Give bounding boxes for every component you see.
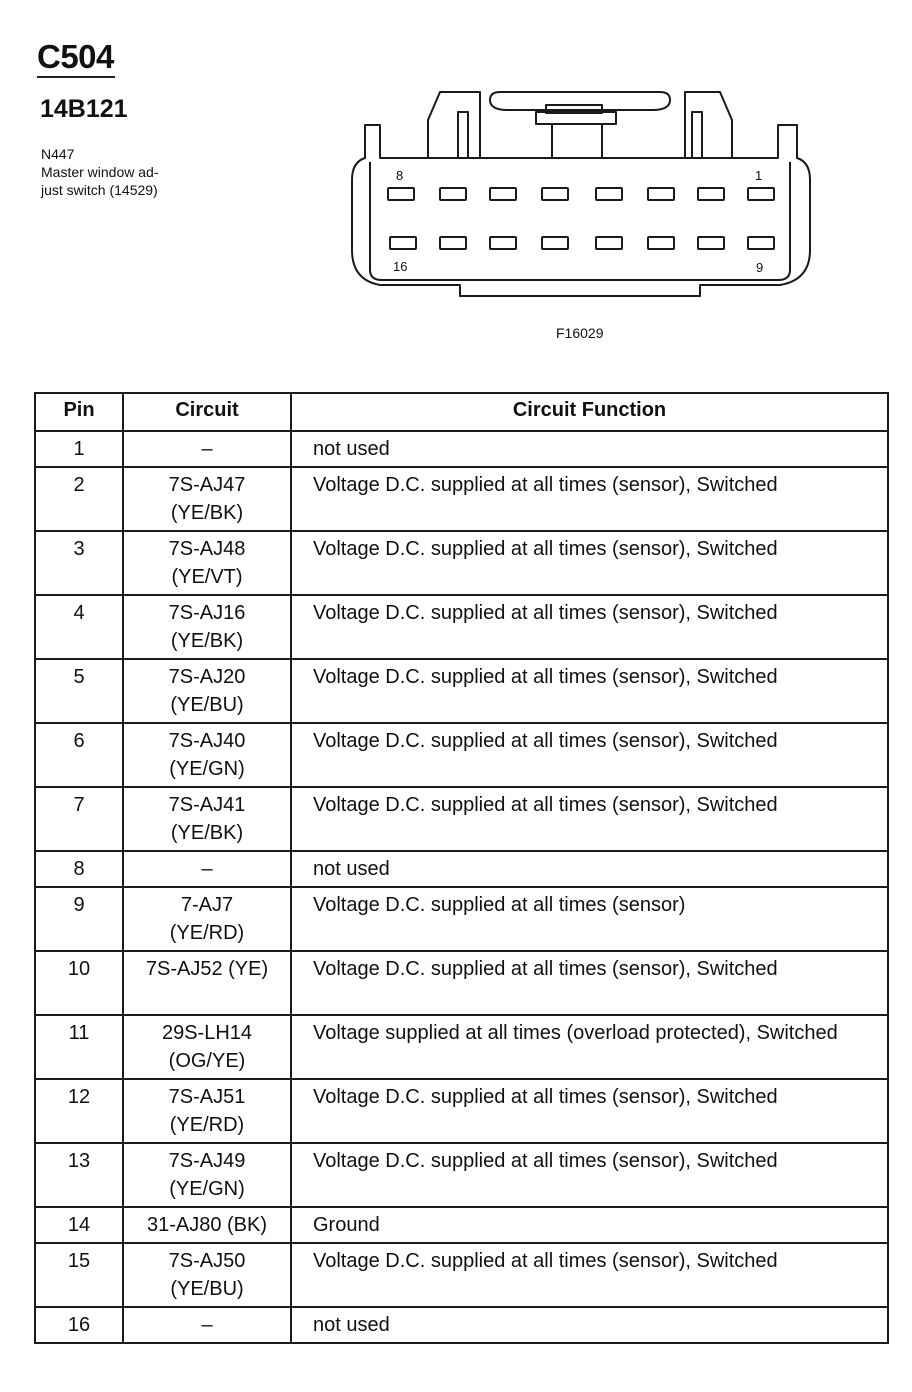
circuit-cell [123,595,291,659]
circuit-cell [123,1243,291,1307]
figure-label: F16029 [556,325,604,341]
circuit-function: Voltage D.C. supplied at all times (sensor), Switched [291,951,888,1015]
circuit-cell [123,431,291,467]
circuit-code: 7S-AJ49 [168,1150,246,1172]
table-row [35,787,888,851]
connector-face-diagram [340,80,820,305]
circuit-cell [123,951,291,1015]
pin-row-bottom [390,237,774,249]
circuit-cell [123,723,291,787]
wire-color: (YE/BK) [170,502,244,524]
table-row [35,659,888,723]
pin-number: 15 [35,1243,123,1307]
wire-color: (YE/BK) [170,630,244,652]
table-row [35,1015,888,1079]
table-row [35,1243,888,1307]
table-row [35,851,888,887]
table-row [35,1079,888,1143]
wire-color: (YE/GN) [169,758,245,780]
pin-number: 3 [35,531,123,595]
circuit-function: Voltage D.C. supplied at all times (sensor), Switched [291,787,888,851]
circuit-function: Voltage D.C. supplied at all times (sensor), Switched [291,1143,888,1207]
wire-color: (OG/YE) [168,1050,246,1072]
circuit-function: Ground [291,1207,888,1243]
pin-number: 9 [35,887,123,951]
table-row [35,431,888,467]
wire-color: (YE/BU) [170,694,244,716]
wire-color: (YE/RD) [169,922,245,944]
header-pin: Pin [35,393,123,431]
table-row [35,531,888,595]
wire-color [128,983,286,1011]
pin-label-9: 9 [756,260,764,275]
description-line: Master window ad- [41,164,159,180]
pin-label-16: 16 [393,259,408,274]
circuit-function: Voltage D.C. supplied at all times (sensor), Switched [291,531,888,595]
circuit-function: Voltage D.C. supplied at all times (sensor) [291,887,888,951]
pinout-table [34,392,889,1344]
circuit-function: not used [291,851,888,887]
pin-number: 10 [35,951,123,1015]
pin-number: 7 [35,787,123,851]
circuit-cell [123,787,291,851]
circuit-code: 7-AJ7 [180,894,234,916]
pin-number: 1 [35,431,123,467]
pin-label-8: 8 [396,168,404,183]
table-header-row [35,393,888,431]
header-circuit-function: Circuit Function [291,393,888,431]
circuit-function: Voltage D.C. supplied at all times (sensor), Switched [291,467,888,531]
left-latch [428,92,480,158]
pin-row-top [388,188,774,200]
title-underline [37,76,115,78]
table-row [35,1143,888,1207]
circuit-code: – [201,858,213,880]
circuit-code: 7S-AJ51 [168,1086,246,1108]
circuit-function: Voltage supplied at all times (overload protected), Switched [291,1015,888,1079]
circuit-code: 31-AJ80 (BK) [146,1214,268,1236]
table-row [35,595,888,659]
component-description [41,145,211,199]
table-row [35,723,888,787]
pin-number: 14 [35,1207,123,1243]
circuit-code: 7S-AJ50 [168,1250,246,1272]
circuit-cell [123,1207,291,1243]
circuit-code: – [201,438,213,460]
pin-number: 16 [35,1307,123,1343]
wire-color: (YE/BU) [170,1278,244,1300]
circuit-cell [123,467,291,531]
circuit-code: 29S-LH14 [161,1022,253,1044]
circuit-function: Voltage D.C. supplied at all times (sensor), Switched [291,595,888,659]
wire-color: (YE/VT) [171,566,243,588]
circuit-code: 7S-AJ47 [168,474,246,496]
circuit-cell [123,887,291,951]
circuit-function: Voltage D.C. supplied at all times (sensor), Switched [291,723,888,787]
circuit-cell [123,1079,291,1143]
wire-color: (YE/GN) [169,1178,245,1200]
pin-number: 2 [35,467,123,531]
part-number: 14B121 [40,95,128,123]
pin-label-1: 1 [755,168,763,183]
circuit-code: 7S-AJ40 [168,730,246,752]
circuit-function: Voltage D.C. supplied at all times (sensor), Switched [291,1079,888,1143]
table-row [35,887,888,951]
circuit-code: 7S-AJ48 [168,538,246,560]
circuit-code: – [201,1314,213,1336]
pin-number: 5 [35,659,123,723]
circuit-function: Voltage D.C. supplied at all times (sensor), Switched [291,659,888,723]
circuit-function: not used [291,431,888,467]
pin-number: 13 [35,1143,123,1207]
connector-outline [352,125,810,296]
circuit-cell [123,1015,291,1079]
description-line: just switch (14529) [41,182,158,198]
circuit-cell [123,1307,291,1343]
circuit-cell [123,659,291,723]
description-line: N447 [41,146,75,162]
table-row [35,1307,888,1343]
circuit-function: not used [291,1307,888,1343]
wire-color: (YE/RD) [169,1114,245,1136]
table-row [35,1207,888,1243]
circuit-code: 7S-AJ52 (YE) [145,958,269,980]
pin-number: 11 [35,1015,123,1079]
circuit-code: 7S-AJ20 [168,666,246,688]
pin-number: 12 [35,1079,123,1143]
connector-inner-face [370,162,790,280]
pin-number: 6 [35,723,123,787]
circuit-code: 7S-AJ16 [168,602,246,624]
header-circuit: Circuit [123,393,291,431]
wire-color: (YE/BK) [170,822,244,844]
table-row [35,951,888,1015]
circuit-function: Voltage D.C. supplied at all times (sensor), Switched [291,1243,888,1307]
connector-id: C504 [37,38,114,75]
table-row [35,467,888,531]
locking-bar [490,92,670,110]
circuit-code: 7S-AJ41 [168,794,246,816]
pin-number: 4 [35,595,123,659]
circuit-cell [123,1143,291,1207]
pin-number: 8 [35,851,123,887]
circuit-cell [123,851,291,887]
circuit-cell [123,531,291,595]
